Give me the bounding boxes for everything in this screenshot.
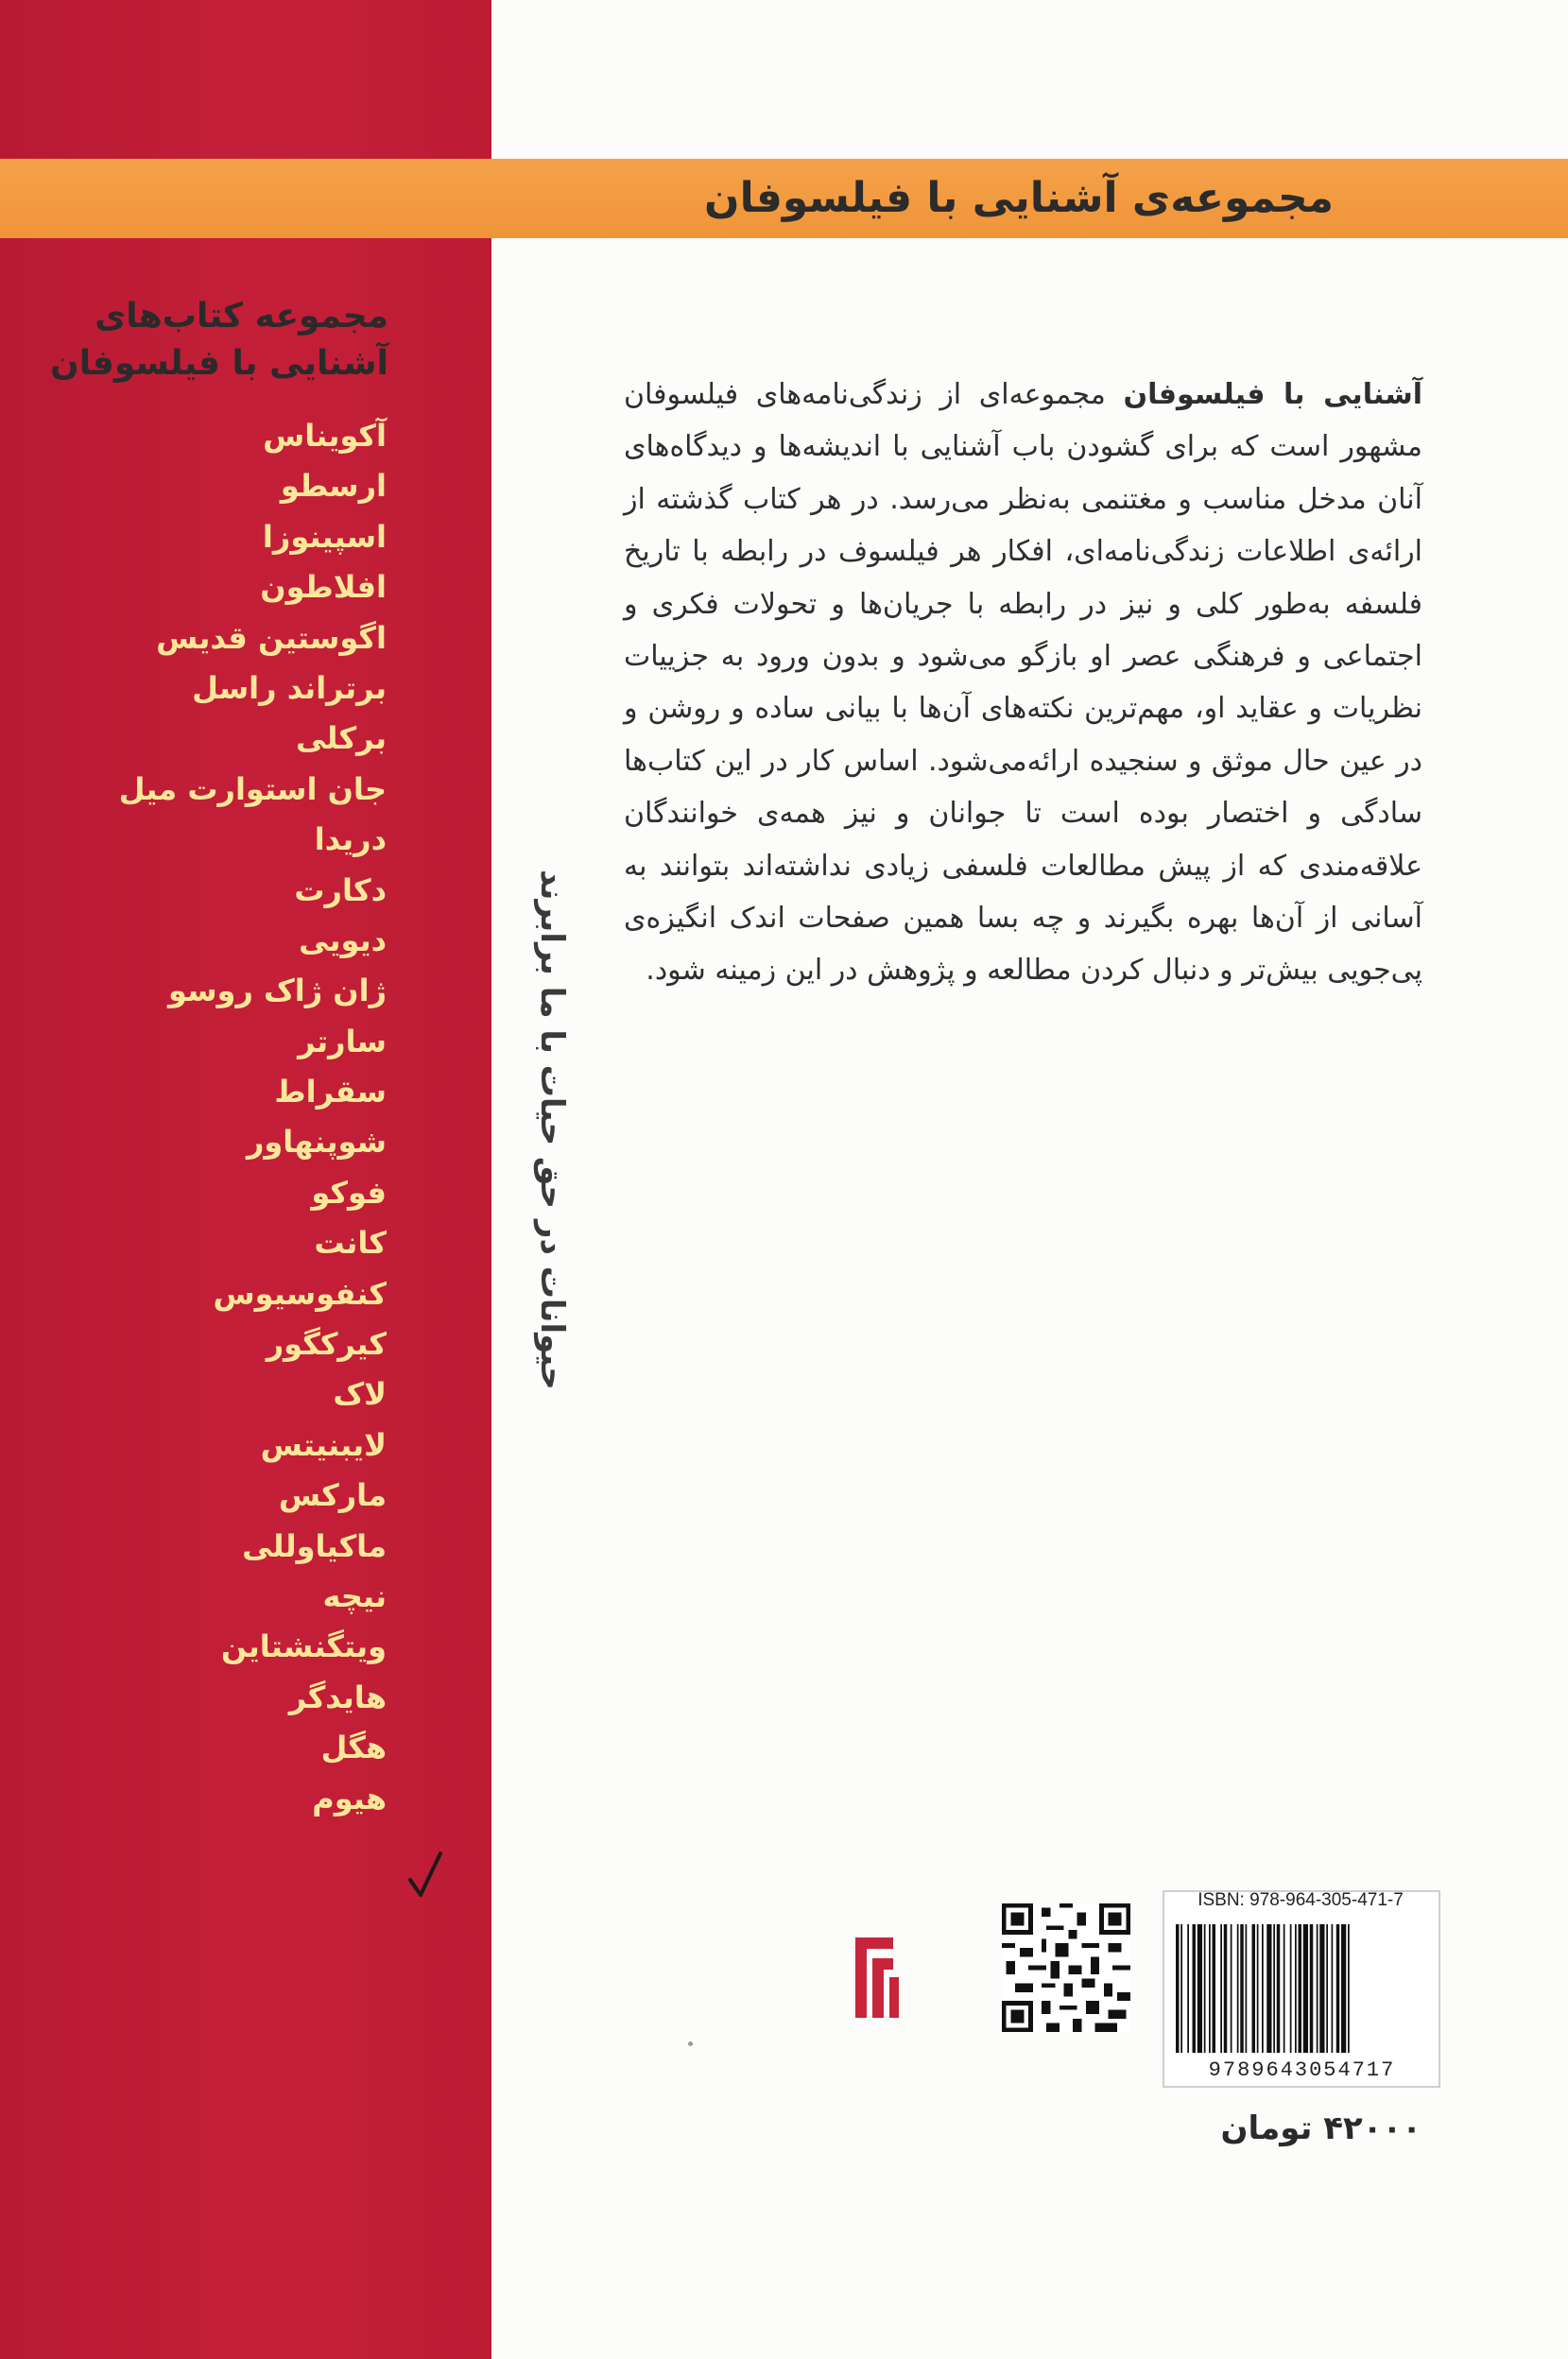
barcode (1172, 1920, 1432, 2053)
series-list-item: لاک (333, 1376, 387, 1413)
series-list-item: ویتگنشتاین (220, 1628, 387, 1665)
barcode-bar (1277, 1924, 1281, 2053)
series-list-item: افلاطون (260, 569, 387, 606)
series-list-item: دیویی (299, 921, 387, 958)
price: ۴۲۰۰۰ تومان (1220, 2109, 1422, 2147)
philosopher-list (9, 411, 387, 1824)
series-list-item: فوکو (311, 1174, 387, 1211)
series-band-title: مجموعه‌ی آشنایی با فیلسوفان (704, 174, 1334, 222)
series-list-item: هایدگر (288, 1679, 387, 1715)
series-list-item: اسپینوزا (262, 518, 387, 555)
barcode-bar (1341, 1924, 1346, 2053)
barcode-bar (1326, 1924, 1328, 2053)
barcode-bar (1266, 1924, 1271, 2053)
series-list-item: لایبنیتس (260, 1426, 387, 1463)
spine-title-text: حیوانات در حق حیات با ما برابرند (533, 870, 571, 1390)
series-list-item: برتراند راسل (192, 669, 387, 706)
description-paragraph (624, 369, 1422, 997)
barcode-bar (1295, 1924, 1297, 2053)
barcode-bar (1224, 1924, 1228, 2053)
series-list-item: اگوستین قدیس (156, 619, 387, 656)
series-list-item: نیچه (322, 1577, 387, 1614)
series-list-item: کیرکگور (266, 1326, 387, 1363)
series-heading-line1: مجموعه کتاب‌های (95, 297, 388, 336)
barcode-bar (1332, 1924, 1334, 2053)
series-list-heading (48, 293, 388, 387)
barcode-bar (1348, 1924, 1350, 2053)
series-list-item: آکویناس (263, 418, 387, 454)
barcode-bar (1319, 1924, 1324, 2053)
barcode-bar (1213, 1924, 1216, 2053)
barcode-bar (1310, 1924, 1314, 2053)
barcode-bar (1204, 1924, 1206, 2053)
series-list-item: دریدا (314, 821, 387, 858)
series-list-item: ماکیاوللی (242, 1527, 387, 1564)
description-text: مجموعه‌ای از زندگی‌نامه‌های فیلسوفان مشهور است که برای گشودن باب آشنایی با اندیشه‌ها و دیدگاه‌های آنان مدخل مناسب و مغتنمی به‌نظر می‌رسد. در هر کتاب گذشته از ارائه‌ی اطلاعات زندگی‌نامه‌ای، افکار هر فیلسوف در رابطه با تاریخ فلسفه به‌طور کلی و نیز در رابطه با جریان‌ها و تحولات فکری و اجتماعی و فرهنگی عصر او بازگو می‌شود و بدون ورود به جزییات نظریات و عقاید او، مهم‌ترین نکته‌های آن‌ها با بیانی ساده و روشن و در عین حال موثق و سنجیده ارائه‌می‌شود. اساس کار در این کتاب‌ها سادگی و اختصار بوده است تا جوانان و نیز همه‌ی خوانندگان علاقه‌مندی که از پیش مطالعات فلسفی زیادی نداشته‌اند بتوانند به آسانی از آن‌ها بهره بگیرند و چه بسا همین صفحات اندک انگیزه‌ی پی‌جویی بیش‌تر و دنبال کردن مطالعه و پژوهش در این زمینه شود. (624, 378, 1422, 988)
barcode-bar (1336, 1924, 1340, 2053)
barcode-bar (1299, 1924, 1302, 2053)
barcode-bar (1240, 1924, 1244, 2053)
barcode-bar (1209, 1924, 1211, 2053)
barcode-bar (1193, 1924, 1197, 2053)
series-list-item: هگل (320, 1730, 387, 1766)
description-lead: آشنایی با فیلسوفان (1123, 378, 1422, 411)
isbn-label: ISBN: 978-964-305-471-7 (1198, 1890, 1404, 1910)
barcode-bar (1317, 1924, 1318, 2053)
series-list-item: شوپنهاور (246, 1124, 387, 1161)
series-list-item: مارکس (278, 1477, 387, 1514)
barcode-bar (1237, 1924, 1239, 2053)
series-list-item: ارسطو (280, 468, 387, 505)
series-list-item: سقراط (274, 1074, 387, 1111)
barcode-bar (1180, 1924, 1182, 2053)
barcode-bar (1220, 1924, 1222, 2053)
barcode-bar (1303, 1924, 1308, 2053)
barcode-bar (1262, 1924, 1264, 2053)
check-icon (406, 1848, 444, 1904)
barcode-bar (1198, 1924, 1202, 2053)
barcode-bar (1176, 1924, 1180, 2053)
series-heading-line2: آشنایی با فیلسوفان (50, 344, 388, 383)
series-list-item: کانت (314, 1225, 387, 1262)
barcode-bar (1246, 1924, 1248, 2053)
series-list-item: سارتر (298, 1023, 387, 1059)
barcode-number: 9789643054717 (1208, 2058, 1396, 2082)
barcode-bar (1231, 1924, 1232, 2053)
barcode-bar (1290, 1924, 1292, 2053)
barcode-bar (1187, 1924, 1189, 2053)
barcode-bar (1257, 1924, 1259, 2053)
series-list-item: جان استوارت میل (118, 770, 387, 807)
series-list-item: کنفوسیوس (213, 1275, 387, 1312)
series-list-item: برکلی (296, 720, 387, 757)
barcode-bar (1273, 1924, 1275, 2053)
speck (688, 2041, 693, 2046)
publisher-logo-icon (846, 1928, 903, 2032)
qr-code (1002, 1903, 1130, 2032)
series-list-item: دکارت (294, 871, 387, 908)
series-list-item: هیوم (312, 1780, 387, 1817)
barcode-bar (1252, 1924, 1256, 2053)
series-list-item: ژان ژاک روسو (168, 973, 387, 1009)
barcode-bar (1284, 1924, 1285, 2053)
